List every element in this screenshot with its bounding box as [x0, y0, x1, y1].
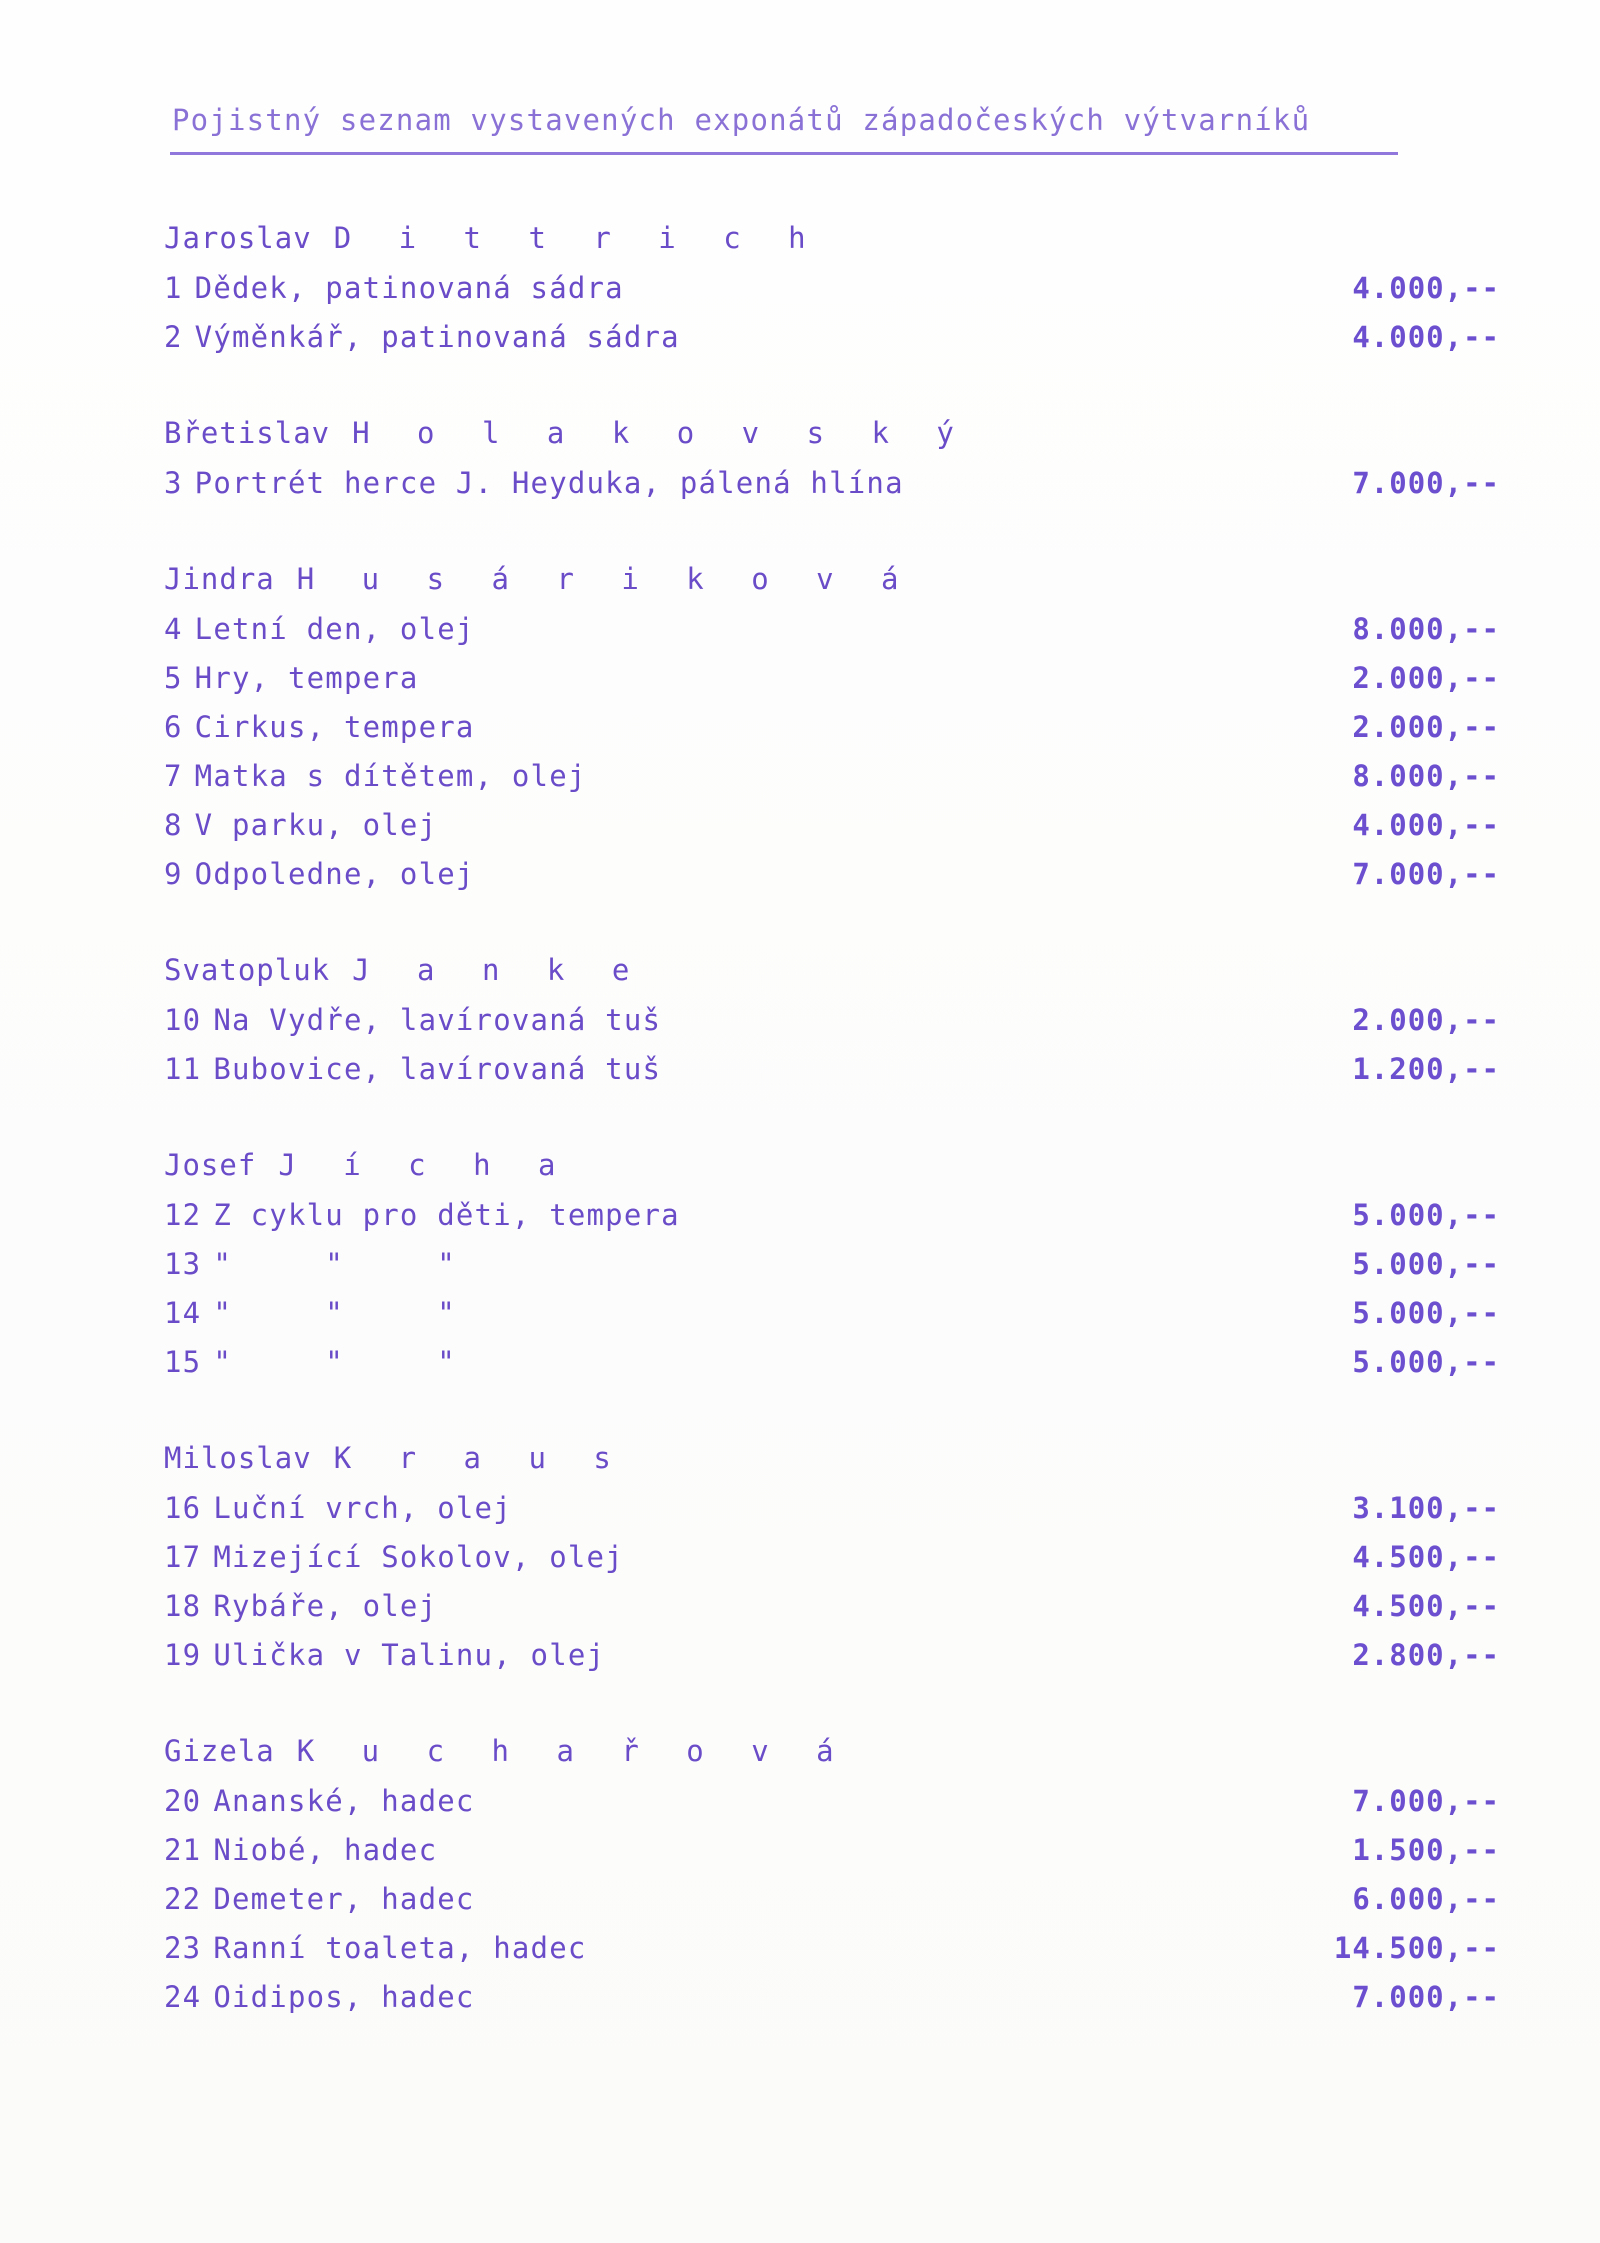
artist-first-name: Jindra [164, 562, 275, 596]
artwork-value: 7.000,-- [1352, 1783, 1500, 1818]
artwork-number: 11 [164, 1051, 202, 1086]
artwork-description [164, 857, 475, 891]
artwork-row [164, 1825, 1500, 1874]
artwork-number: 21 [164, 1832, 202, 1867]
title-underline [170, 152, 1398, 155]
artist-name [164, 1434, 1500, 1483]
artist-first-name: Miloslav [164, 1441, 312, 1475]
artwork-value: 7.000,-- [1352, 856, 1500, 891]
artwork-row [164, 1776, 1500, 1825]
artist-name [164, 1141, 1500, 1190]
artwork-title: Luční vrch, olej [213, 1490, 512, 1525]
artwork-description [164, 1247, 456, 1281]
artwork-row [164, 1874, 1500, 1923]
artist-name [164, 409, 1500, 458]
artwork-number: 7 [164, 758, 183, 793]
artwork-number: 18 [164, 1588, 202, 1623]
artwork-row [164, 702, 1500, 751]
artist-name [164, 946, 1500, 995]
artwork-title: Demeter, hadec [213, 1881, 475, 1916]
artist-first-name: Svatopluk [164, 953, 331, 987]
artist-section [164, 409, 1500, 507]
artwork-row [164, 1581, 1500, 1630]
artwork-description [164, 1003, 661, 1037]
artwork-number: 2 [164, 319, 183, 354]
artwork-value: 4.000,-- [1352, 807, 1500, 842]
artwork-description [164, 466, 904, 500]
artist-section [164, 1434, 1500, 1679]
artwork-title: Rybáře, olej [213, 1588, 438, 1623]
artwork-title: Niobé, hadec [213, 1832, 438, 1867]
artwork-row [164, 1044, 1500, 1093]
artwork-title: Na Vydře, lavírovaná tuš [213, 1002, 662, 1037]
artist-first-name: Břetislav [164, 416, 331, 450]
artwork-row [164, 1532, 1500, 1581]
artwork-value: 4.500,-- [1352, 1588, 1500, 1623]
artwork-title: Výměnkář, patinovaná sádra [194, 319, 680, 354]
artist-last-name: J a n k e [352, 953, 645, 987]
artwork-value: 4.000,-- [1352, 319, 1500, 354]
artwork-row [164, 604, 1500, 653]
artwork-title: " " " [213, 1246, 456, 1281]
artwork-row [164, 1288, 1500, 1337]
insurance-list [164, 214, 1500, 2069]
artwork-value: 5.000,-- [1352, 1197, 1500, 1232]
artwork-title: V parku, olej [194, 807, 438, 842]
artwork-title: Oidipos, hadec [213, 1979, 475, 2014]
artwork-title: Dědek, patinovaná sádra [194, 270, 624, 305]
artwork-title: Matka s dítětem, olej [194, 758, 587, 793]
artwork-value: 2.800,-- [1352, 1637, 1500, 1672]
artwork-row [164, 458, 1500, 507]
artwork-description [164, 1833, 437, 1867]
artwork-description [164, 271, 624, 305]
artist-last-name: H o l a k o v s k ý [352, 416, 969, 450]
artwork-number: 9 [164, 856, 183, 891]
artwork-description [164, 1589, 437, 1623]
artwork-number: 5 [164, 660, 183, 695]
artwork-number: 17 [164, 1539, 202, 1574]
artist-section [164, 946, 1500, 1093]
artwork-title: Ananské, hadec [213, 1783, 475, 1818]
artwork-value: 4.500,-- [1352, 1539, 1500, 1574]
artwork-description [164, 1638, 605, 1672]
artwork-description [164, 320, 680, 354]
artwork-description [164, 710, 475, 744]
artwork-title: Portrét herce J. Heyduka, pálená hlína [194, 465, 904, 500]
artwork-number: 16 [164, 1490, 202, 1525]
document-title: Pojistný seznam vystavených exponátů západočeských výtvarníků [172, 103, 1311, 137]
artwork-number: 4 [164, 611, 183, 646]
artwork-value: 2.000,-- [1352, 660, 1500, 695]
artwork-row [164, 1190, 1500, 1239]
artwork-row [164, 1972, 1500, 2021]
artwork-value: 14.500,-- [1333, 1930, 1500, 1965]
artwork-description [164, 1540, 624, 1574]
artwork-value: 7.000,-- [1352, 465, 1500, 500]
artist-name [164, 1727, 1500, 1776]
artwork-description [164, 1980, 475, 2014]
artwork-number: 3 [164, 465, 183, 500]
artwork-description [164, 808, 437, 842]
artwork-title: Z cyklu pro děti, tempera [213, 1197, 680, 1232]
artwork-row [164, 1923, 1500, 1972]
artwork-value: 2.000,-- [1352, 1002, 1500, 1037]
artwork-description [164, 1784, 475, 1818]
artwork-description [164, 1052, 661, 1086]
artwork-value: 1.500,-- [1352, 1832, 1500, 1867]
artwork-description [164, 1491, 512, 1525]
artwork-number: 20 [164, 1783, 202, 1818]
artwork-value: 5.000,-- [1352, 1295, 1500, 1330]
artist-last-name: K r a u s [333, 1441, 626, 1475]
artwork-row [164, 1337, 1500, 1386]
artwork-number: 24 [164, 1979, 202, 2014]
artwork-value: 8.000,-- [1352, 758, 1500, 793]
artwork-value: 8.000,-- [1352, 611, 1500, 646]
artist-first-name: Jaroslav [164, 221, 312, 255]
artwork-title: Mizející Sokolov, olej [213, 1539, 624, 1574]
artwork-row [164, 1483, 1500, 1532]
artwork-title: Bubovice, lavírovaná tuš [213, 1051, 662, 1086]
artwork-value: 2.000,-- [1352, 709, 1500, 744]
artwork-title: Letní den, olej [194, 611, 475, 646]
artwork-description [164, 1198, 680, 1232]
artist-section [164, 1727, 1500, 2021]
artwork-title: Hry, tempera [194, 660, 419, 695]
artwork-number: 12 [164, 1197, 202, 1232]
artwork-row [164, 849, 1500, 898]
artwork-row [164, 995, 1500, 1044]
artwork-description [164, 1345, 456, 1379]
artwork-value: 7.000,-- [1352, 1979, 1500, 2014]
artwork-number: 10 [164, 1002, 202, 1037]
artwork-value: 1.200,-- [1352, 1051, 1500, 1086]
artwork-title: Ranní toaleta, hadec [213, 1930, 587, 1965]
artwork-row [164, 1630, 1500, 1679]
artwork-value: 6.000,-- [1352, 1881, 1500, 1916]
artist-last-name: J í c h a [278, 1148, 571, 1182]
artwork-description [164, 1296, 456, 1330]
artwork-number: 19 [164, 1637, 202, 1672]
artwork-row [164, 800, 1500, 849]
artwork-row [164, 751, 1500, 800]
artist-last-name: D i t t r i c h [333, 221, 821, 255]
artwork-description [164, 612, 475, 646]
artwork-value: 5.000,-- [1352, 1344, 1500, 1379]
artwork-value: 5.000,-- [1352, 1246, 1500, 1281]
artwork-number: 8 [164, 807, 183, 842]
artwork-title: Odpoledne, olej [194, 856, 475, 891]
artist-section [164, 555, 1500, 898]
artwork-number: 15 [164, 1344, 202, 1379]
artwork-number: 13 [164, 1246, 202, 1281]
artist-first-name: Josef [164, 1148, 257, 1182]
artwork-row [164, 312, 1500, 361]
artwork-description [164, 1882, 475, 1916]
artwork-row [164, 653, 1500, 702]
artwork-title: Ulička v Talinu, olej [213, 1637, 606, 1672]
artwork-title: " " " [213, 1295, 456, 1330]
artwork-title: Cirkus, tempera [194, 709, 475, 744]
artist-name [164, 214, 1500, 263]
artwork-value: 3.100,-- [1352, 1490, 1500, 1525]
artist-section [164, 214, 1500, 361]
artwork-value: 4.000,-- [1352, 270, 1500, 305]
artist-last-name: K u c h a ř o v á [296, 1734, 849, 1768]
artist-name [164, 555, 1500, 604]
artwork-number: 1 [164, 270, 183, 305]
artwork-number: 14 [164, 1295, 202, 1330]
artwork-number: 6 [164, 709, 183, 744]
artwork-number: 23 [164, 1930, 202, 1965]
artwork-description [164, 1931, 587, 1965]
artwork-number: 22 [164, 1881, 202, 1916]
artwork-title: " " " [213, 1344, 456, 1379]
artist-section [164, 1141, 1500, 1386]
artwork-row [164, 263, 1500, 312]
artwork-description [164, 759, 587, 793]
artwork-description [164, 661, 419, 695]
artwork-row [164, 1239, 1500, 1288]
artist-first-name: Gizela [164, 1734, 275, 1768]
artist-last-name: H u s á r i k o v á [296, 562, 914, 596]
